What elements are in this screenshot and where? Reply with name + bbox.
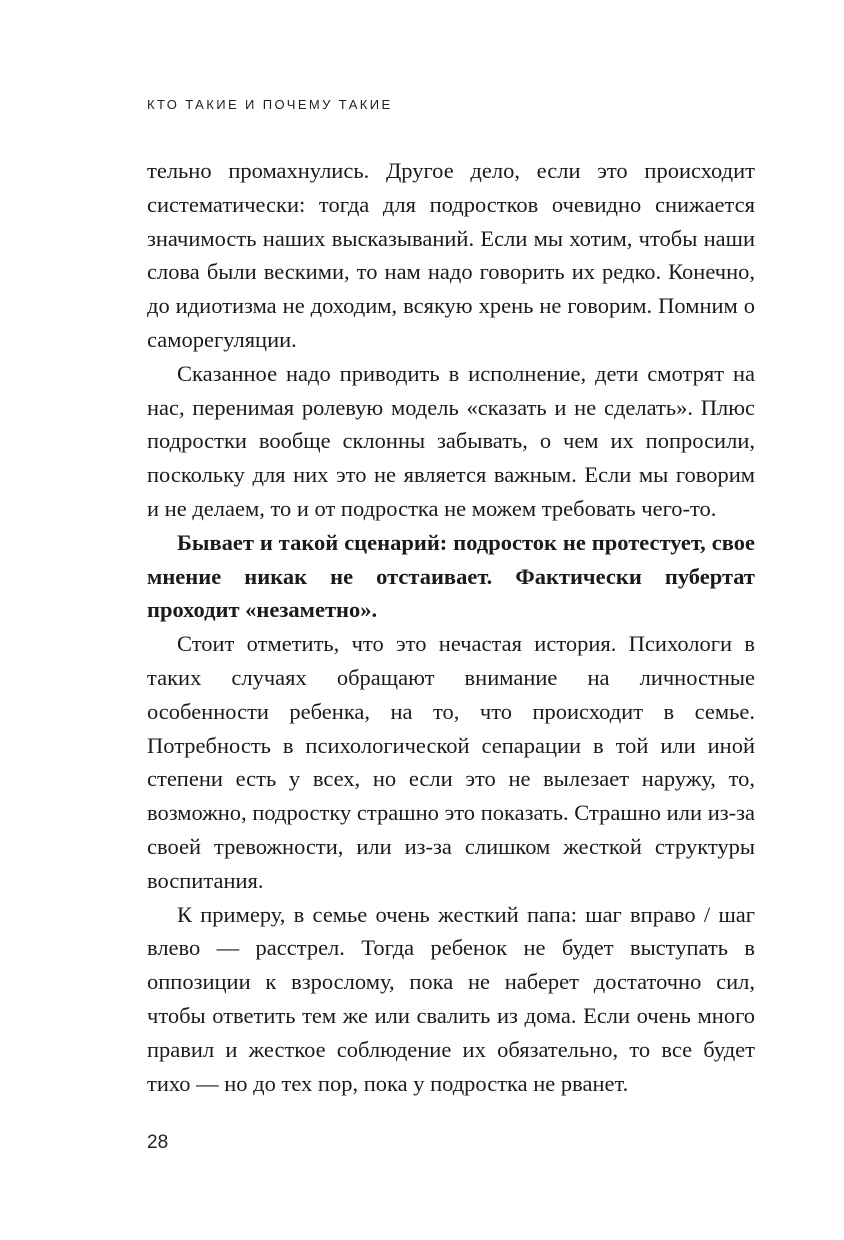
running-header [147, 97, 393, 112]
body-text [147, 154, 755, 1100]
paragraph: Сказанное надо приводить в исполнение, дети смотрят на нас, перенимая ролевую модель «сказать и не сделать». Плюс подростки вообще склонны забывать, о чем их попросили, поскольку для них это не является важным. Если мы говорим и не делаем, то и от подростка не можем требовать чего-то. [147, 360, 755, 521]
page-number: 28 [147, 1132, 169, 1153]
paragraph: К примеру, в семье очень жесткий папа: шаг вправо / шаг влево — расстрел. Тогда ребенок не будет выступать в оппозиции к взрослому, пока не наберет достаточно сил, чтобы ответить тем же или свалить из дома. Если очень много правил и жесткое соблюдение их обязательно, то все будет тихо — но до тех пор, пока у подростка не рванет. [147, 901, 755, 1096]
paragraph-bold-heading: Бывает и такой сценарий: подросток не протестует, свое мнение никак не отстаивает. Фактически пубертат проходит «незаметно». [147, 529, 755, 623]
paragraph-continuation: тельно промахнулись. Другое дело, если это происходит систематически: тогда для подростков очевидно снижается значимость наших высказываний. Если мы хотим, чтобы наши слова были вескими, то нам надо говорить их редко. Конечно, до идиотизма не доходим, всякую хрень не говорим. Помним о саморегуляции. [147, 158, 755, 352]
paragraph: Стоит отметить, что это нечастая история. Психологи в таких случаях обращают внимание на личностные особенности ребенка, на то, что происходит в семье. Потребность в психологической сепарации в той или иной степени есть у всех, но если это не вылезает наружу, то, возможно, подростку страшно это показать. Страшно или из-за своей тревожности, или из-за слишком жесткой структуры воспитания. [147, 631, 755, 893]
running-header-title: КТО ТАКИЕ И ПОЧЕМУ ТАКИЕ [147, 97, 393, 112]
